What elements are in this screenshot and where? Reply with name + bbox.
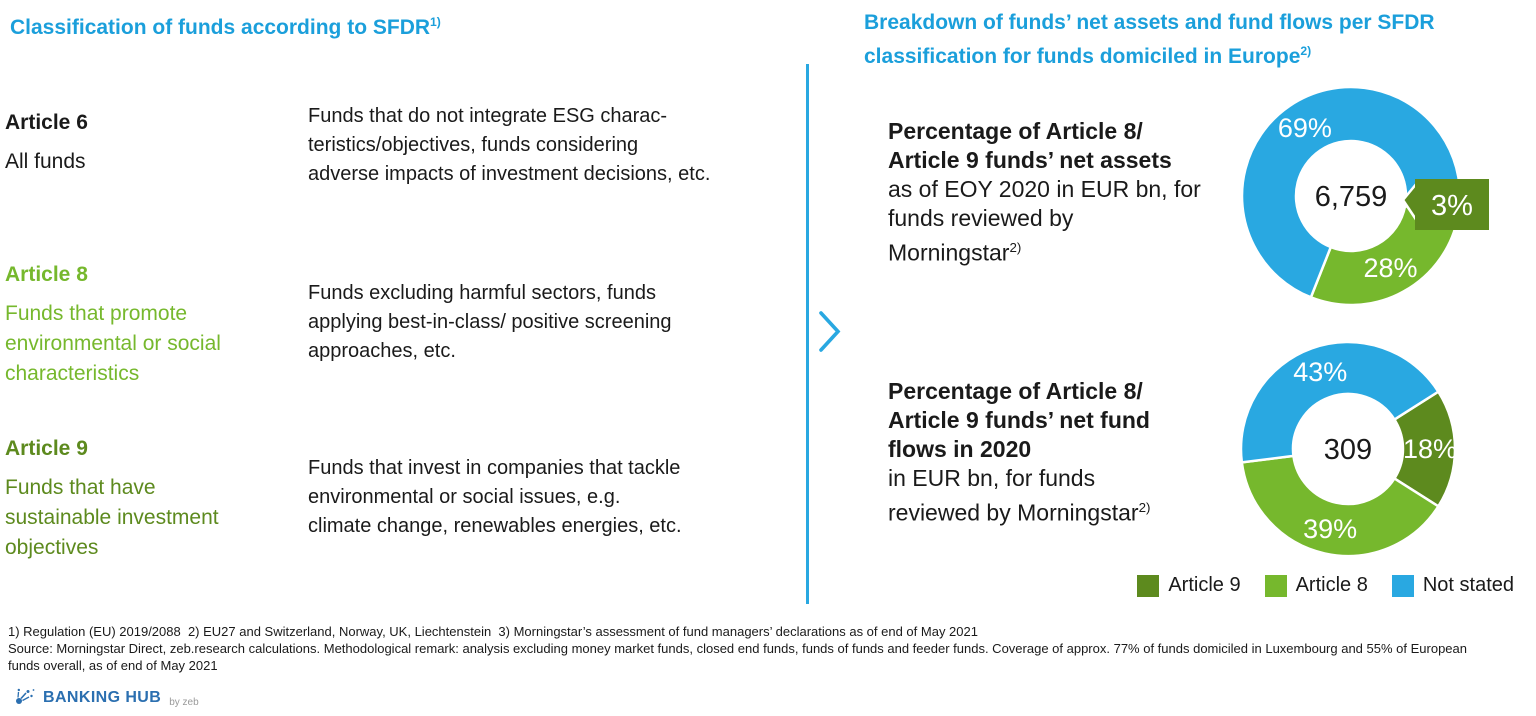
article8-subtitle: [5, 299, 297, 389]
text-line: characteristics: [5, 362, 140, 385]
text-line: Funds that promote: [5, 302, 188, 325]
text-line: funds reviewed by: [888, 205, 1074, 231]
banking-hub-logo: [12, 687, 199, 709]
fund-flows-caption-bold: [888, 377, 1248, 464]
donut-center-value: 309: [1323, 434, 1373, 466]
article6-subtitle: [5, 147, 297, 177]
right-title-line1: Breakdown of funds’ net assets and fund flows per SFDR: [864, 11, 1435, 34]
text-line: Funds that have: [5, 476, 156, 499]
legend-label: Article 9: [1168, 574, 1241, 596]
brand-text: BANKING HUB: [43, 689, 162, 706]
left-title: [10, 8, 441, 42]
donut-chart-fund-flows: [1240, 342, 1490, 558]
text-line: as of EOY 2020 in EUR bn, for: [888, 176, 1201, 202]
legend-item: [1392, 574, 1514, 597]
fund-flows-caption-lastline: reviewed by Morningstar$^{2)}$: [888, 499, 1151, 526]
text-line: Funds excluding harmful sectors, funds: [308, 282, 656, 304]
article8-row: [5, 262, 297, 389]
article6-description: [308, 102, 788, 189]
footnotes: [8, 623, 1532, 674]
byline-text: by zeb: [169, 697, 199, 708]
text-line: objectives: [5, 536, 99, 559]
footnote-ref-2: 2): [1138, 500, 1151, 515]
slice-label-not-stated: 69%: [1277, 113, 1332, 144]
article9-subtitle: [5, 473, 297, 563]
text-line: Article 9 funds’ net assets: [888, 147, 1172, 173]
text-line: Percentage of Article 8/: [888, 378, 1143, 404]
net-assets-caption-normal: [888, 175, 1248, 233]
text-line: approaches, etc.: [308, 340, 456, 362]
text-line: applying best-in-class/ positive screening: [308, 311, 672, 333]
footnote-ref-2: 2): [1009, 240, 1022, 255]
article9-row: [5, 436, 297, 563]
text-line: Percentage of Article 8/: [888, 118, 1143, 144]
legend-swatch: [1265, 575, 1287, 597]
net-assets-caption-lastline: Morningstar$^{2)}$: [888, 239, 1022, 266]
right-title-line2: classification for funds domiciled in Europe$^{2)}$: [864, 44, 1312, 68]
legend-item: [1265, 574, 1368, 597]
net-assets-caption-bold: [888, 117, 1248, 175]
slice-label-article-8: 39%: [1303, 514, 1358, 545]
text-line: sustainable investment: [5, 506, 219, 529]
splash-icon: [12, 687, 36, 709]
text-line: flows in 2020: [888, 436, 1032, 462]
slice-label-not-stated: 43%: [1293, 356, 1348, 387]
fund-flows-caption: [888, 377, 1248, 528]
section-divider: [806, 64, 809, 604]
legend-swatch: [1392, 575, 1414, 597]
text-line: 1) Regulation (EU) 2019/2088 2) EU27 and Switzerland, Norway, UK, Liechtenstein 3) Morningstar’s assessment of fund managers’ declarations as of end of May 2021: [8, 624, 978, 639]
text-line: adverse impacts of investment decisions, etc.: [308, 163, 711, 185]
article9-heading: Article 9: [5, 437, 88, 460]
footnote-ref-1: 1): [430, 15, 441, 29]
donut-center-value: 6,759: [1314, 181, 1388, 213]
article9-description: [308, 454, 788, 541]
fund-flows-caption-normal: [888, 464, 1248, 493]
text-line: All funds: [5, 150, 86, 173]
article6-row: [5, 110, 297, 177]
article6-heading: Article 6: [5, 111, 88, 134]
donut-chart-net-assets: [1240, 85, 1536, 311]
flow-arrow-icon: [817, 308, 845, 356]
text-line: environmental or social: [5, 332, 221, 355]
article8-heading: Article 8: [5, 263, 88, 286]
text-line: teristics/objectives, funds considering: [308, 134, 639, 156]
text-line: climate change, renewables energies, etc.: [308, 515, 682, 537]
slice-label-article-8: 28%: [1363, 252, 1418, 283]
text-line: Source: Morningstar Direct, zeb.research calculations. Methodological remark: analysis excluding money market funds, closed end funds, funds of funds and feeder funds. Coverage of approx. 77% of funds domiciled in Luxembourg and 55% of European: [8, 641, 1467, 656]
text-line: in EUR bn, for funds: [888, 465, 1096, 491]
legend-label: Article 8: [1295, 574, 1368, 596]
text-line: environmental or social issues, e.g.: [308, 486, 621, 508]
footnote-ref-2: 2): [1300, 44, 1312, 58]
text-line: Funds that invest in companies that tackle: [308, 457, 681, 479]
slice-label-article-9: 18%: [1402, 434, 1458, 464]
legend-item: [1137, 574, 1240, 597]
right-title: [864, 8, 1435, 71]
net-assets-caption: [888, 117, 1248, 268]
article8-description: [308, 279, 788, 366]
legend-swatch: [1137, 575, 1159, 597]
text-line: funds overall, as of end of May 2021: [8, 658, 218, 673]
legend: [1137, 574, 1514, 597]
text-line: Funds that do not integrate ESG charac-: [308, 105, 668, 127]
left-title-text: Classification of funds according to SFDR: [10, 16, 431, 39]
legend-label: Not stated: [1422, 574, 1514, 596]
slice-label-article-9: 3%: [1431, 190, 1473, 222]
text-line: Article 9 funds’ net fund: [888, 407, 1150, 433]
